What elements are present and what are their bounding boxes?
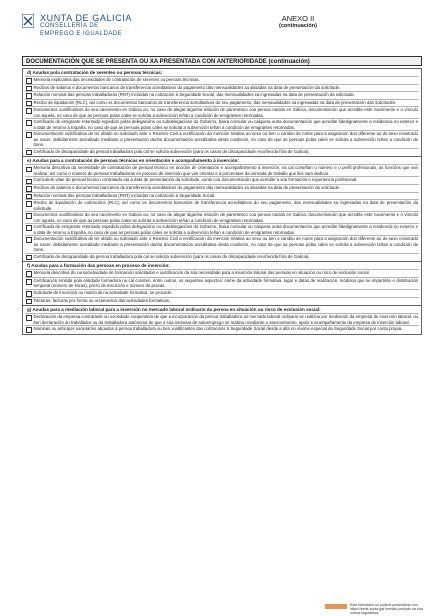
checklist-item xyxy=(25,297,419,305)
item-text: Recibos de salarios e documentos bancarios de transferencia acreditativos do pagamento das mensualidades xa aboadas na data de presentación da solicitude. xyxy=(33,84,341,90)
document-checkbox[interactable] xyxy=(26,186,32,192)
footer-line-2: https://sede.xunta.gal formato previsto na súa norma reguladora. xyxy=(350,607,423,616)
section xyxy=(23,262,421,306)
document-checkbox[interactable] xyxy=(26,225,32,231)
item-text: Recibo de liquidación (RLC), así como os documentos bancarios de transferencia acreditativos do seu pagamento, das mensualidades xa ingresadas na data de presentación das solicitudes. xyxy=(33,99,397,105)
document-checkbox[interactable] xyxy=(26,120,32,126)
checklist-item xyxy=(25,211,419,223)
item-text: Documentación xustificativa de ter obtido ou solicitado ante o Rexistro Civil a rectificación da mención relativa ao sexo ou ben o cambio de nome para a asignación dun diferente ao do sexo rexistrado ao nacer, debidamente acreditado mediante a presentación dunha documentación acreditativa desta condición, no caso de que as persoas polas cales se solicita a subvención teñan a condición de trans. xyxy=(33,236,418,253)
documentation-sections xyxy=(22,68,422,335)
item-text: Memoria descritiva do curso/actividade de formación solicitados e xustificación da súa necesidade para a inserción laboral das persoas en situación ou risco de exclusión social. xyxy=(33,270,370,276)
document-checkbox[interactable] xyxy=(26,279,32,285)
document-checkbox[interactable] xyxy=(26,179,32,185)
document-checkbox[interactable] xyxy=(26,167,32,173)
document-checkbox[interactable] xyxy=(26,86,32,92)
section-title: d) Axudas pola contratación de xerentes ou persoas técnicas: xyxy=(27,70,163,75)
xunta-logo-icon xyxy=(22,14,34,28)
item-text: Memoria descritiva da necesidade de contratación de persoal técnico en accións de orientación e acompañamento á inserción, na cal conteñan o número e o perfil profesionais, as funcións que van realizar, así como o número de persoas traballadoras en proceso de inserción que van orientar e a porcentaxe da xornada de traballo que lles vam dedicar. xyxy=(33,165,418,176)
section-title: g) Axudas para a mediación laboral para a inserción no mercado laboral ordinario da persoa en situación ou risco de exclusión social: xyxy=(27,307,321,313)
item-text: Recibo de liquidación de cotizacións (RLC), así como os documentos bancarios de transferencia acreditativos do seu pagamento, das mensualidades xa ingresadas na data de presentación da solicitude. xyxy=(33,200,418,211)
sede-logo-icon xyxy=(325,604,347,609)
section xyxy=(23,69,421,157)
checklist-item xyxy=(25,199,419,211)
footer-line-1: Este formulario só poderá presentarse nun xyxy=(350,603,419,607)
item-text: Recibos de salarios e documentos bancarios de transferencia acreditativos do pagamento das mensualidades xa aboadas na data de presentación da solicitude. xyxy=(33,185,341,191)
document-checkbox[interactable] xyxy=(26,291,32,297)
annex-label xyxy=(268,14,328,29)
checklist-item xyxy=(25,99,419,107)
checklist-item xyxy=(25,76,419,84)
item-text: Certificado de discapacidade da persoa traballadora pola cal se solicita subvención (para os casos de discapacidade recoñecida fóra de Galicia). xyxy=(33,253,310,259)
org-line-1: XUNTA DE GALICIA xyxy=(40,13,132,23)
footer-text xyxy=(350,603,425,616)
document-checkbox[interactable] xyxy=(26,213,32,219)
document-checkbox[interactable] xyxy=(26,101,32,107)
document-checkbox[interactable] xyxy=(26,237,32,243)
item-text: Documentos xustificativos do seu nacemento en Galicia ou, no caso de alegar algunha relación de parentesco coa persoa nacida en Galicia, documentación que acredite este nacemento e o vínculo con aquela, no caso de que as persoas polas cales se solicita a subvención teñan a condición de emigrantes retornadas. xyxy=(33,212,418,223)
checklist-item xyxy=(25,176,419,184)
item-text: Certificado de emigrante retornado expedido polas delegacións ou subdelegacións do Goberno, baixa consular ou calquera outra documentación que acredite fidedignamente a residencia no exterior e a data de retorno a España, no caso de que as persoas polas cales se solicita a subvención teñan a condición de emigrantes retornadas. xyxy=(33,119,418,130)
item-text: Certificación emitida pola entidade formadora na cal consten, entre outros, os seguintes aspectos: nome da actividade formativa, lugar e datas de realización, módulos que se impartirán e distribución temporal (número de horas), prezo de inscrición e número de prazas. xyxy=(33,277,418,289)
checklist-item xyxy=(25,130,419,148)
document-checkbox[interactable] xyxy=(26,108,32,114)
document-title: DOCUMENTACIÓN QUE SE PRESENTA OU XA PRESENTADA CON ANTERIORIDADE (continuación) xyxy=(22,56,422,66)
document-checkbox[interactable] xyxy=(26,150,32,156)
document-checkbox[interactable] xyxy=(26,201,32,207)
item-text: Facturas, facturas pro forma ou orzamentos das actividades formativas. xyxy=(33,297,171,303)
document-checkbox[interactable] xyxy=(26,194,32,200)
item-text: Documentos xustificativos do seu nacemento en Galicia ou, no caso de alegar algunha relación de parentesco coa persoa nacida en Galicia, documentación que acredite este nacemento e o vínculo con aquela, no caso de que as persoas polas cales se solicita a subvención teñan a condición de emigrantes retornadas. xyxy=(33,107,418,118)
item-text: Nóminas ou anticipos societarios aboados á persoa traballadora ou ben xustificantes das cotizacións á Seguridade Social desde a alta no réxime especial da Seguridade Social por conta propia. xyxy=(33,326,403,332)
item-text: Relación nominal das persoas traballadoras (RNT) incluídas na cotización á Seguridade Social. xyxy=(33,192,216,198)
checklist-item xyxy=(25,91,419,99)
checklist-item xyxy=(25,325,419,333)
annex-title: ANEXO II xyxy=(281,14,315,23)
checklist-item xyxy=(25,313,419,325)
checklist-item xyxy=(25,184,419,192)
checklist-item xyxy=(25,84,419,92)
checklist-item xyxy=(25,148,419,156)
organization-name xyxy=(40,14,132,38)
section xyxy=(23,157,421,262)
checklist-item xyxy=(25,269,419,277)
section-title: f) Axudas para a formación das persoas en proceso de inserción: xyxy=(27,263,170,269)
checklist-item xyxy=(25,192,419,200)
item-text: Solicitude de inscrición ou matrícula na actividade formativa, se procede. xyxy=(33,289,173,295)
checklist-item xyxy=(25,106,419,118)
org-line-3: EMPREGO E IGUALDADE xyxy=(40,31,123,37)
section-title: e) Axudas para a contratación de persoas técnicas en orientación e acompañamento á inserción: xyxy=(27,158,239,164)
checklist-item xyxy=(25,253,419,261)
item-text: Declaración da empresa contratante ou sociedade cooperativa de que a incorporación da persoa traballadora ao mercado laboral ordinario se realizou por mediación da empresa de inserción laboral, ou ben declaración do traballador ou da traballadora autónoma de que a súa iniciativa de autoemprego se realizou mediante o asesoramento, apoio e acompañamento da empresa de inserción laboral. xyxy=(33,314,418,325)
section xyxy=(23,306,421,334)
document-checkbox[interactable] xyxy=(26,132,32,138)
footer xyxy=(325,603,425,616)
checklist-item xyxy=(25,277,419,289)
document-checkbox[interactable] xyxy=(26,255,32,261)
checklist-item xyxy=(25,164,419,176)
document-checkbox[interactable] xyxy=(26,315,32,321)
item-text: Curriculum vitae do persoal técnico contratado ata a data de presentación da solicitude, xunto coa documentación que acredite a súa formación e experiencia profesional. xyxy=(33,177,358,183)
item-text: Memoria explicativa das necesidades de contratación de xerentes ou persoas técnicas. xyxy=(33,77,200,82)
checklist-item xyxy=(25,289,419,297)
checklist-item xyxy=(25,118,419,130)
item-text: Relación nominal das persoas traballadoras (RNT) incluídas na cotización á Seguridade Social, das mensualidades xa ingresadas na data de presentación da solicitude. xyxy=(33,92,356,98)
item-text: Documentación xustificativa de ter obtido ou solicitado ante o Rexistro Civil a rectificación da mención relativa ao sexo ou ben o cambio de nome para a asignación dun diferente ao do sexo rexistrado ao nacer, debidamente acreditado mediante a presentación dunha documentación acreditativa desta condición, no caso de que as persoas polas cales se solicita a subvención teñan a condición de trans. xyxy=(33,131,418,148)
checklist-item xyxy=(25,235,419,253)
document-checkbox[interactable] xyxy=(26,327,32,333)
item-text: Certificado de emigrante retornado expedido polas delegacións ou subdelegacións do Goberno, baixa consular ou calquera outra documentación que acredite fidedignamente a residencia no exterior e a data de retorno a España, no caso de que as persoas polas cales se solicita a subvención teñan a condición de emigrantes retornadas. xyxy=(33,224,418,235)
document-checkbox[interactable] xyxy=(26,271,32,277)
document-checkbox[interactable] xyxy=(26,93,32,99)
annex-subtitle: (continuación) xyxy=(279,23,317,29)
item-text: Certificado de discapacidade da persoa traballadora pola cal se solicita subvención (para os casos de discapacidade recoñecida fóra de Galicia). xyxy=(33,148,310,154)
document-checkbox[interactable] xyxy=(26,78,32,84)
document-checkbox[interactable] xyxy=(26,299,32,305)
org-line-2: CONSELLERÍA DE xyxy=(40,23,99,29)
form-header xyxy=(22,8,422,54)
checklist-item xyxy=(25,223,419,235)
